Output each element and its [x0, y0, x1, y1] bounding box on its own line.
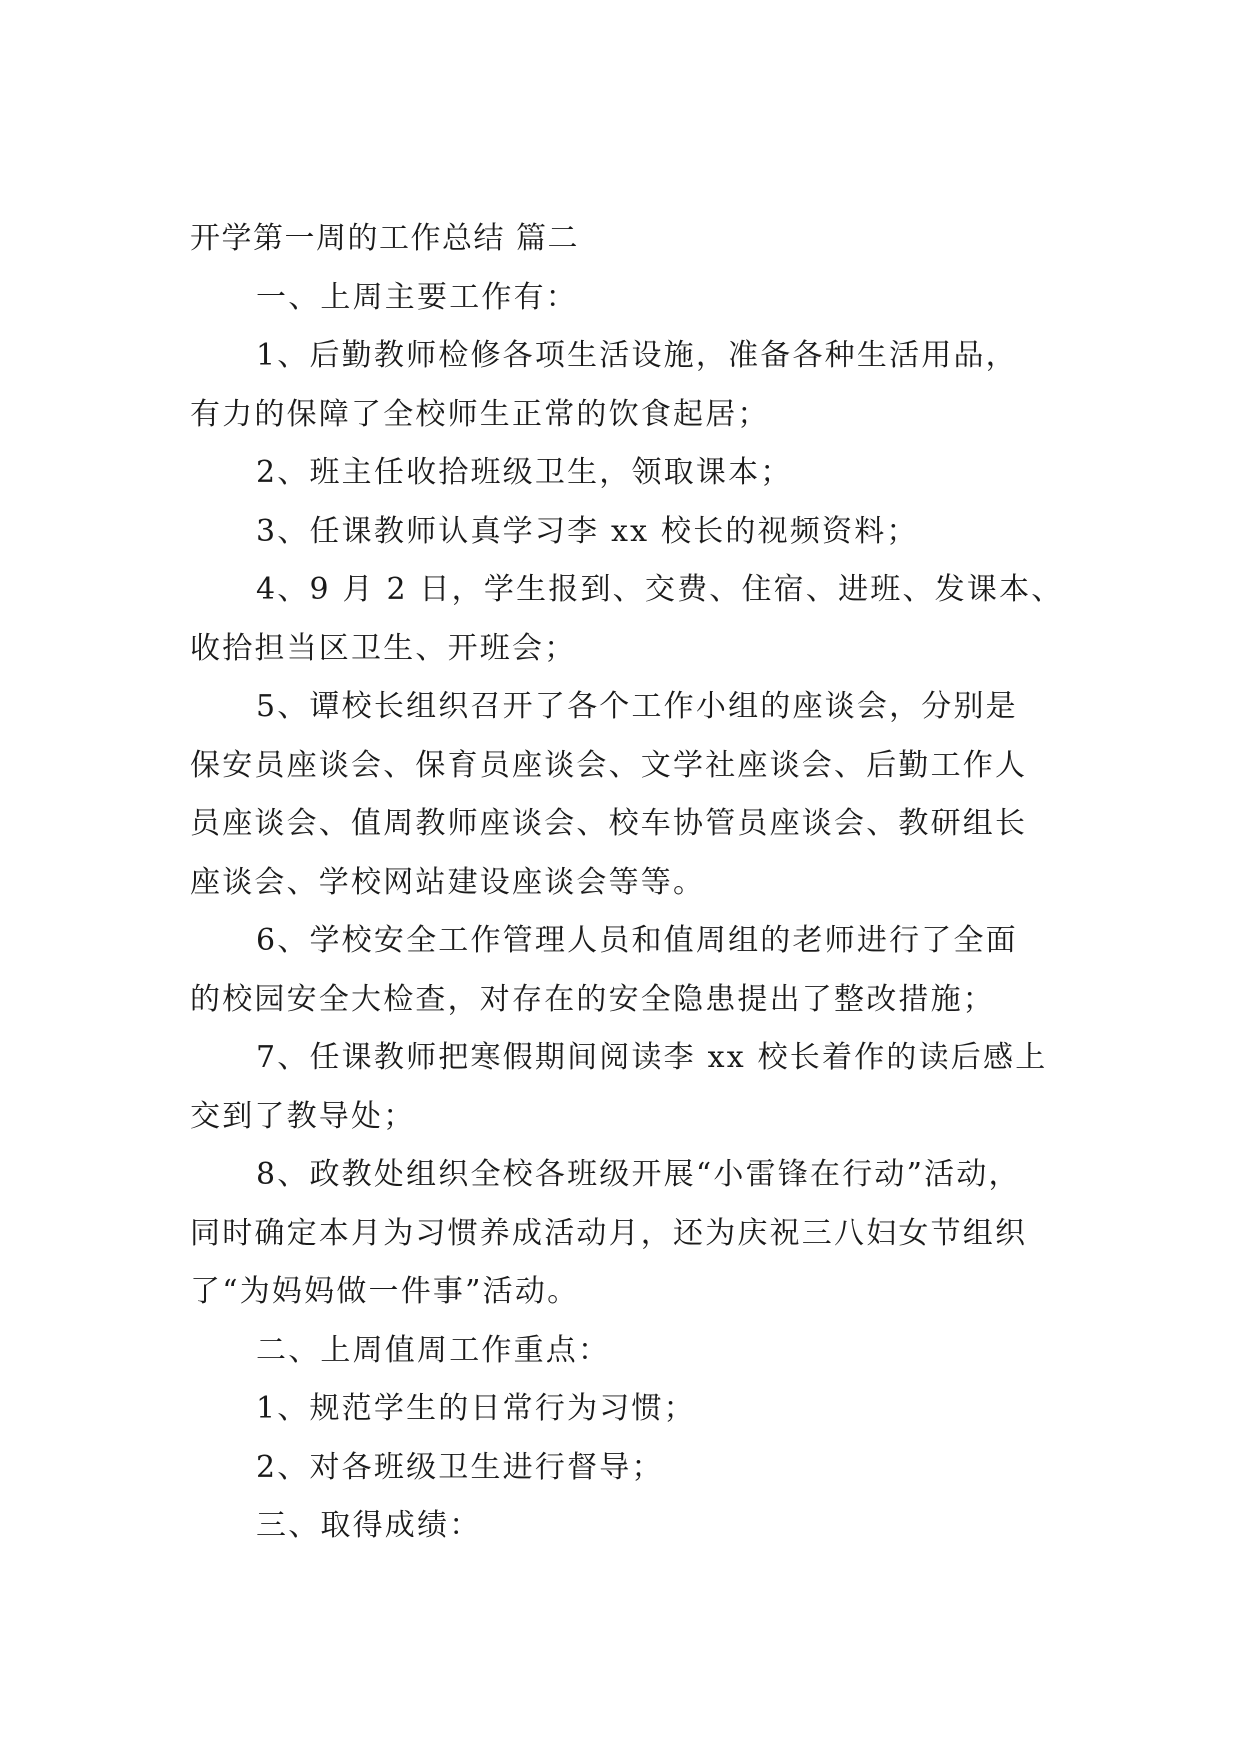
section-heading-3: 三、取得成绩： — [256, 1508, 482, 1543]
paragraph-line: 2、对各班级卫生进行督导； — [256, 1449, 664, 1485]
paragraph-line: 保安员座谈会、保育员座谈会、文学社座谈会、后勤工作人 — [190, 747, 1028, 783]
paragraph-line: 座谈会、学校网站建设座谈会等等。 — [190, 864, 706, 900]
paragraph-line: 7、任课教师把寒假期间阅读李 xx 校长着作的读后感上 — [256, 1040, 1048, 1075]
paragraph-line: 8、政教处组织全校各班级开展“小雷锋在行动”活动， — [256, 1157, 1021, 1192]
paragraph-line: 有力的保障了全校师生正常的饮食起居； — [190, 396, 770, 432]
paragraph-line: 5、谭校长组织召开了各个工作小组的座谈会，分别是 — [256, 689, 1018, 724]
document-title: 开学第一周的工作总结 篇二 — [190, 221, 580, 256]
paragraph-line: 1、后勤教师检修各项生活设施，准备各种生活用品， — [256, 338, 1018, 373]
paragraph-line: 同时确定本月为习惯养成活动月，还为庆祝三八妇女节组织 — [190, 1215, 1028, 1251]
paragraph-line: 的校园安全大检查，对存在的安全隐患提出了整改措施； — [190, 981, 995, 1017]
paragraph-line: 2、班主任收拾班级卫生，领取课本； — [256, 455, 793, 490]
section-heading-1: 一、上周主要工作有： — [256, 279, 578, 315]
section-heading-2: 二、上周值周工作重点： — [256, 1332, 611, 1368]
paragraph-line: 6、学校安全工作管理人员和值周组的老师进行了全面 — [256, 923, 1018, 958]
paragraph-line: 交到了教导处； — [190, 1098, 416, 1134]
paragraph-line: 员座谈会、值周教师座谈会、校车协管员座谈会、教研组长 — [190, 806, 1028, 841]
paragraph-line: 收拾担当区卫生、开班会； — [190, 630, 577, 666]
paragraph-line: 4、9 月 2 日，学生报到、交费、住宿、进班、发课本、 — [256, 572, 1064, 607]
paragraph-line: 3、任课教师认真学习李 xx 校长的视频资料； — [256, 513, 919, 549]
document-body — [190, 210, 1064, 1556]
paragraph-line: 1、规范学生的日常行为习惯； — [256, 1391, 696, 1426]
paragraph-line: 了“为妈妈做一件事”活动。 — [190, 1274, 580, 1309]
